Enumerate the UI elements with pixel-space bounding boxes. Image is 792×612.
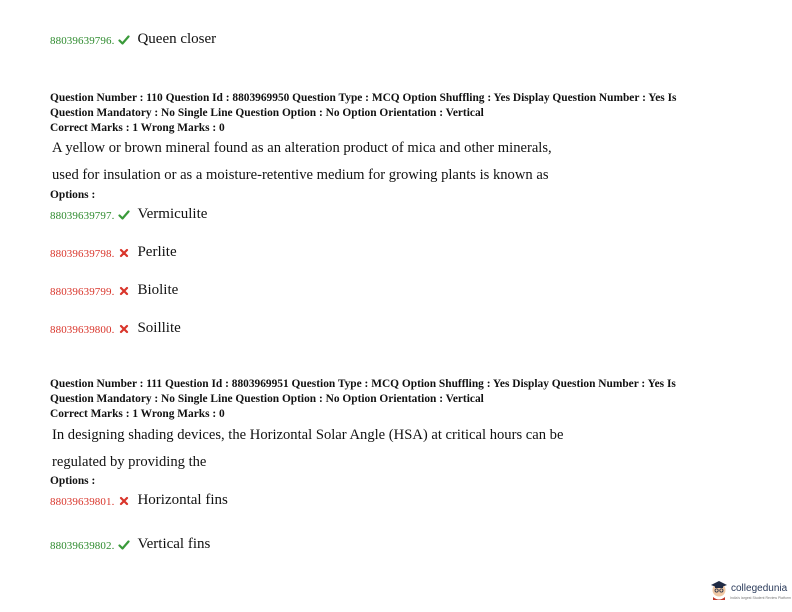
option-row bbox=[50, 321, 181, 336]
option-text: Vermiculite bbox=[137, 206, 208, 222]
cross-icon bbox=[118, 247, 130, 259]
question-meta bbox=[50, 377, 676, 422]
option-text: Biolite bbox=[137, 282, 179, 298]
question-text: In designing shading devices, the Horizontal Solar Angle (HSA) at critical hours can be bbox=[52, 427, 564, 443]
cross-icon bbox=[118, 323, 130, 335]
graduate-mascot-icon bbox=[708, 578, 730, 600]
option-text: Queen closer bbox=[137, 31, 217, 47]
option-id: 88039639802. bbox=[50, 540, 115, 552]
option-text: Vertical fins bbox=[137, 536, 211, 552]
option-row bbox=[50, 245, 177, 260]
meta-line: Question Number : 110 Question Id : 8803969950 Question Type : MCQ Option Shuffling : Yes Display Question Number : Yes Is bbox=[50, 92, 677, 104]
cross-icon bbox=[118, 495, 130, 507]
logo-tagline: India's largest Student Review Platform bbox=[730, 596, 791, 600]
meta-line: Question Mandatory : No Single Line Question Option : No Option Orientation : Vertical bbox=[50, 393, 484, 405]
option-text: Horizontal fins bbox=[137, 492, 228, 508]
check-icon bbox=[118, 209, 130, 221]
question-text: used for insulation or as a moisture-retentive medium for growing plants is known as bbox=[52, 167, 549, 183]
option-text: Soillite bbox=[137, 320, 181, 336]
marks-line: Correct Marks : 1 Wrong Marks : 0 bbox=[50, 408, 225, 420]
option-text: Perlite bbox=[137, 244, 177, 260]
option-row bbox=[50, 537, 210, 552]
logo-name: collegedunia bbox=[731, 583, 788, 594]
cross-icon bbox=[118, 285, 130, 297]
options-label: Options : bbox=[50, 189, 96, 201]
check-icon bbox=[118, 34, 130, 46]
question-text: A yellow or brown mineral found as an alteration product of mica and other minerals, bbox=[52, 140, 552, 156]
option-id: 88039639801. bbox=[50, 496, 115, 508]
meta-line: Question Number : 111 Question Id : 8803969951 Question Type : MCQ Option Shuffling : Yes Display Question Number : Yes Is bbox=[50, 378, 676, 390]
question-text: regulated by providing the bbox=[52, 454, 207, 470]
option-id: 88039639798. bbox=[50, 248, 115, 260]
question-meta bbox=[50, 91, 676, 136]
collegedunia-logo bbox=[708, 578, 791, 600]
options-label: Options : bbox=[50, 475, 96, 487]
option-id: 88039639796. bbox=[50, 35, 115, 47]
option-id: 88039639800. bbox=[50, 324, 115, 336]
option-row bbox=[50, 207, 207, 222]
option-id: 88039639799. bbox=[50, 286, 115, 298]
meta-line: Question Mandatory : No Single Line Question Option : No Option Orientation : Vertical bbox=[50, 107, 484, 119]
option-id: 88039639797. bbox=[50, 210, 115, 222]
marks-line: Correct Marks : 1 Wrong Marks : 0 bbox=[50, 122, 225, 134]
option-row bbox=[50, 32, 216, 47]
check-icon bbox=[118, 539, 130, 551]
option-row bbox=[50, 493, 228, 508]
option-row bbox=[50, 283, 178, 298]
